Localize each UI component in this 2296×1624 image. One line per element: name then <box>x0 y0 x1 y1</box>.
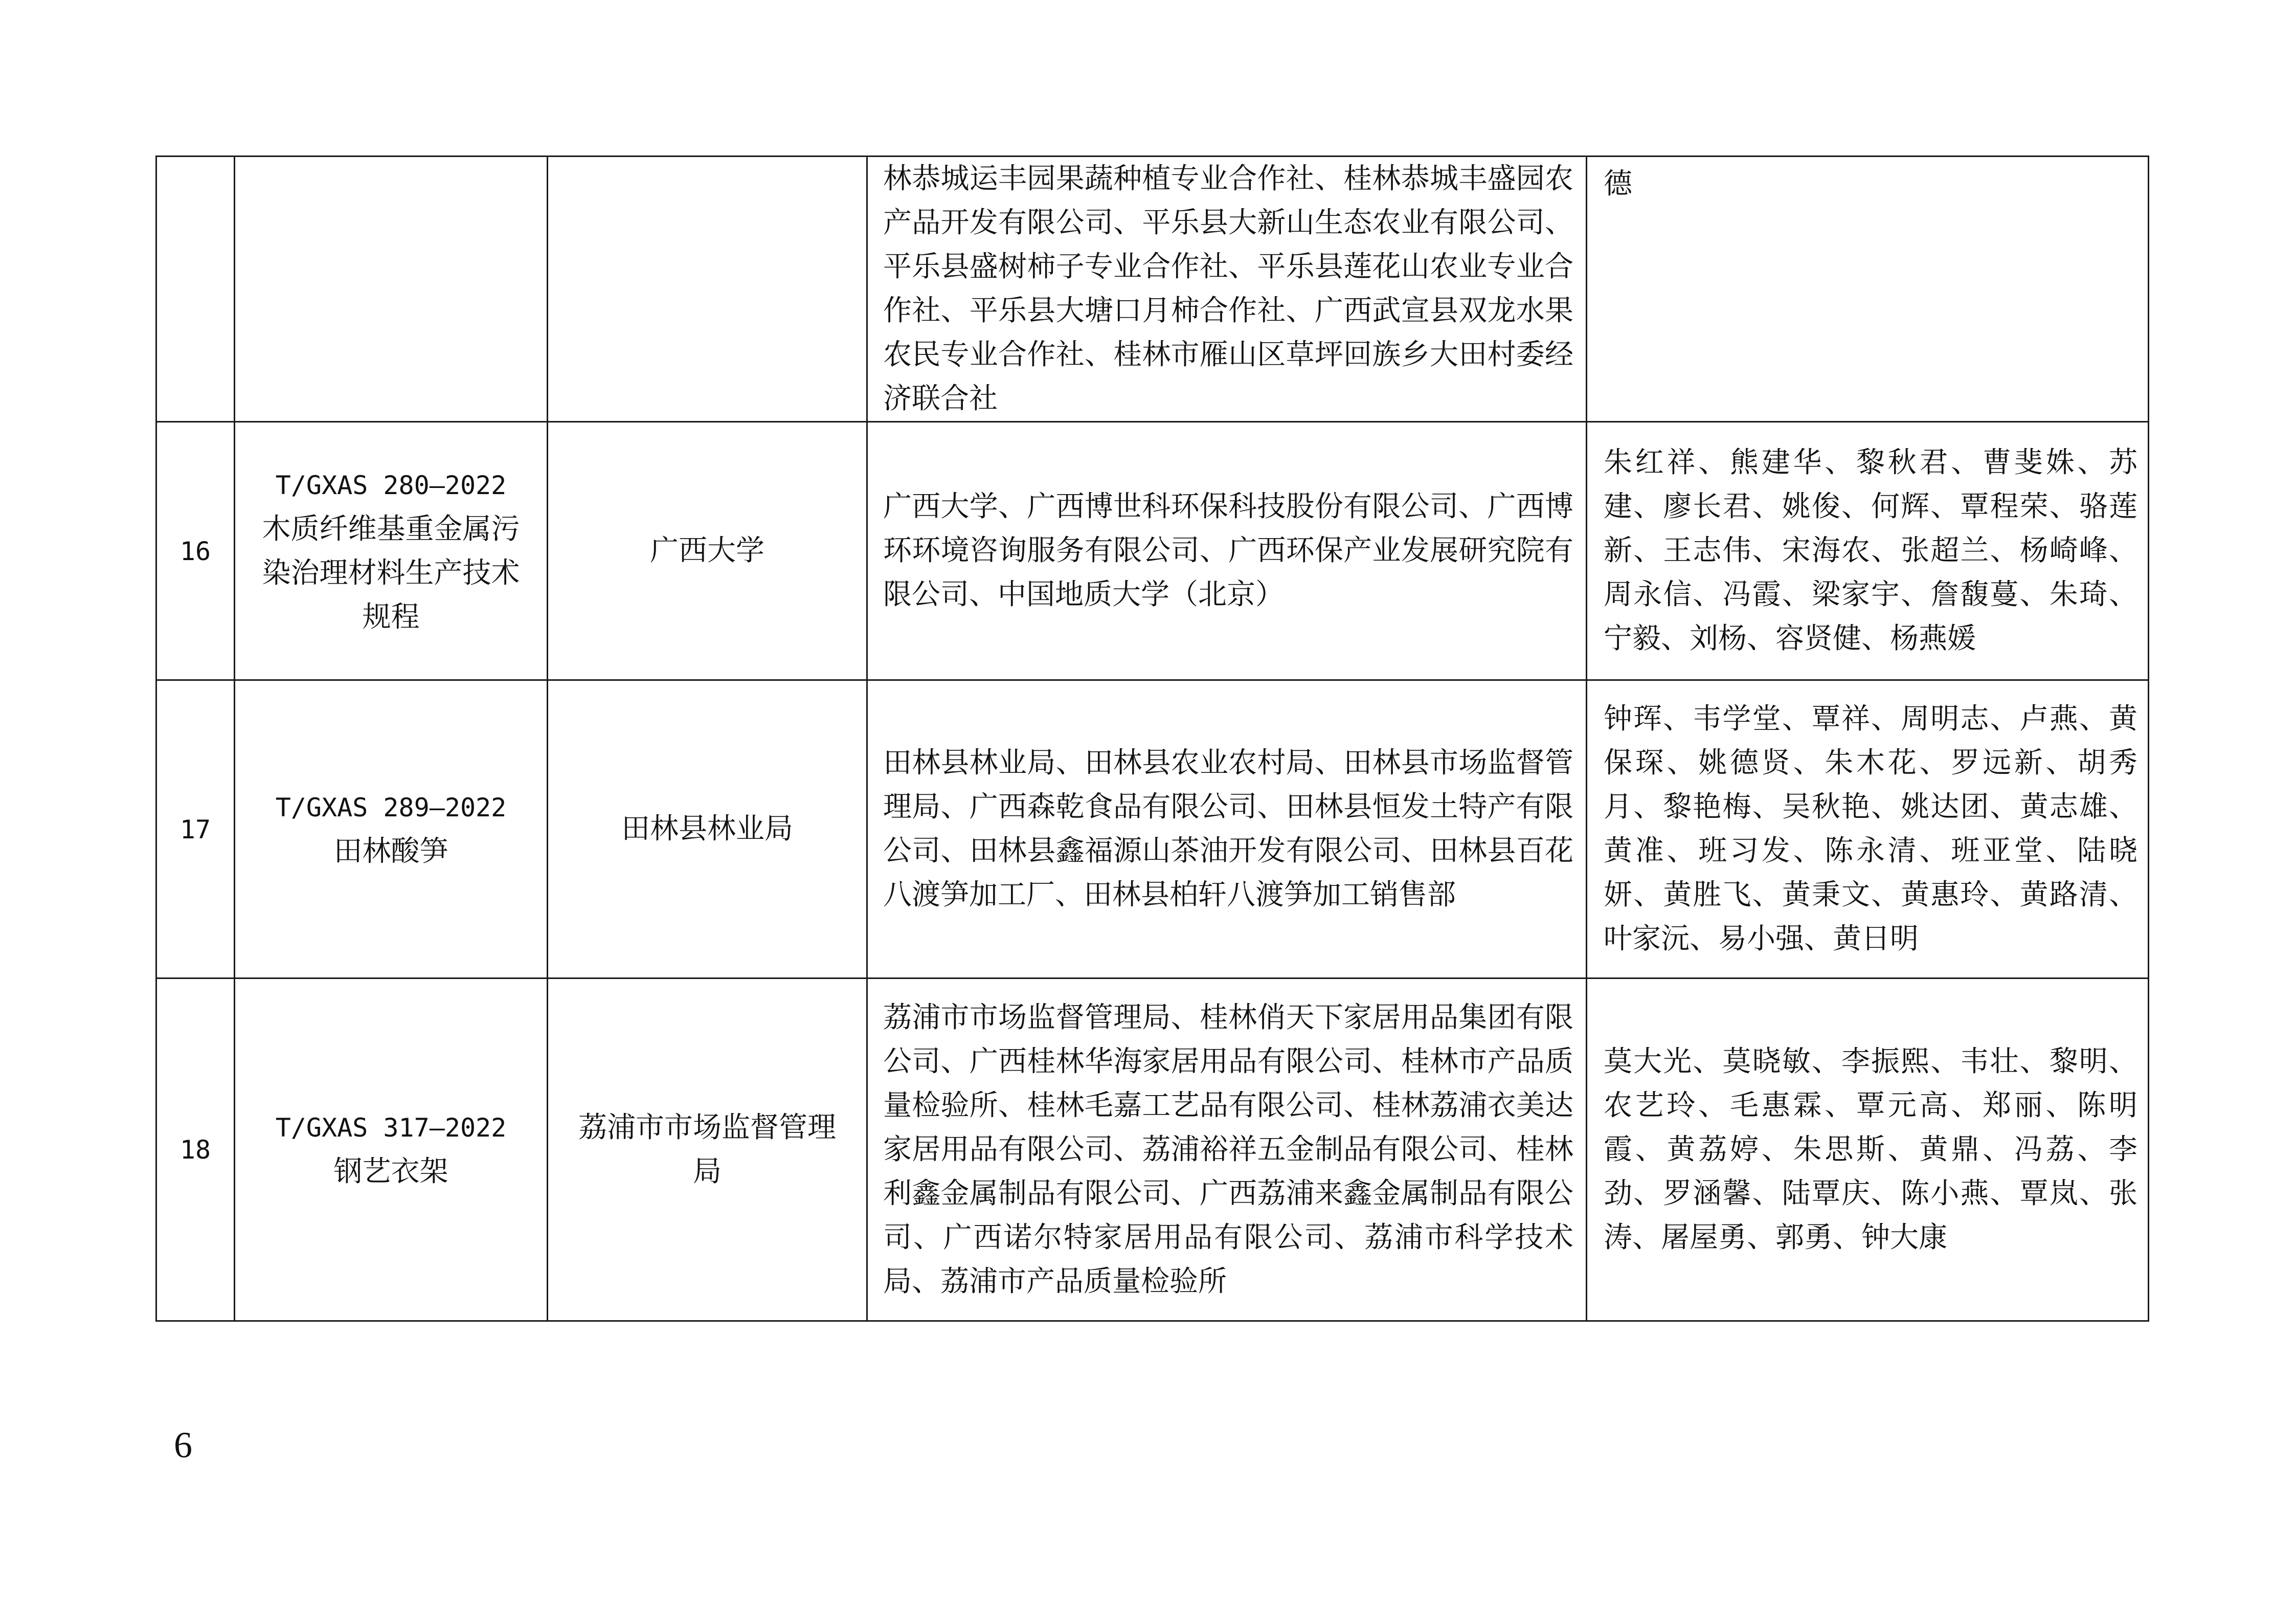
standard-cell <box>235 157 548 422</box>
standard-name: 木质纤维基重金属污染治理材料生产技术规程 <box>262 512 520 634</box>
lead-unit <box>548 157 867 422</box>
row-number <box>156 157 235 422</box>
drafters: 德 <box>1587 157 2149 422</box>
table-row <box>156 422 2149 680</box>
row-number: 18 <box>156 978 235 1321</box>
standard-cell <box>235 680 548 978</box>
standard-code: T/GXAS 280—2022 <box>275 470 507 500</box>
row-number: 17 <box>156 680 235 978</box>
standard-cell <box>235 978 548 1321</box>
table-row <box>156 157 2149 422</box>
lead-unit: 广西大学 <box>548 422 867 680</box>
table-row <box>156 680 2149 978</box>
page-number: 6 <box>174 1425 192 1465</box>
participating-units: 广西大学、广西博世科环保科技股份有限公司、广西博环环境咨询服务有限公司、广西环保产业发展研究院有限公司、中国地质大学（北京） <box>867 422 1587 680</box>
participating-units: 田林县林业局、田林县农业农村局、田林县市场监督管理局、广西森乾食品有限公司、田林县恒发土特产有限公司、田林县鑫福源山茶油开发有限公司、田林县百花八渡笋加工厂、田林县柏轩八渡笋加工销售部 <box>867 680 1587 978</box>
participating-units: 荔浦市市场监督管理局、桂林俏天下家居用品集团有限公司、广西桂林华海家居用品有限公司、桂林市产品质量检验所、桂林毛嘉工艺品有限公司、桂林荔浦衣美达家居用品有限公司、荔浦裕祥五金制品有限公司、桂林利鑫金属制品有限公司、广西荔浦来鑫金属制品有限公司、广西诺尔特家居用品有限公司、荔浦市科学技术局、荔浦市产品质量检验所 <box>867 978 1587 1321</box>
standard-cell <box>235 422 548 680</box>
standard-name: 田林酸笋 <box>333 834 448 868</box>
standards-table <box>155 155 2149 1322</box>
drafters: 朱红祥、熊建华、黎秋君、曹斐姝、苏建、廖长君、姚俊、何辉、覃程荣、骆莲新、王志伟、宋海农、张超兰、杨崎峰、周永信、冯霞、梁家宇、詹馥蔓、朱琦、宁毅、刘杨、容贤健、杨燕媛 <box>1587 422 2149 680</box>
lead-unit: 荔浦市市场监督管理局 <box>548 978 867 1321</box>
standard-code: T/GXAS 317—2022 <box>275 1113 507 1143</box>
table-row <box>156 978 2149 1321</box>
lead-unit: 田林县林业局 <box>548 680 867 978</box>
participating-units: 林恭城运丰园果蔬种植专业合作社、桂林恭城丰盛园农产品开发有限公司、平乐县大新山生态农业有限公司、平乐县盛树柿子专业合作社、平乐县莲花山农业专业合作社、平乐县大塘口月柿合作社、广西武宣县双龙水果农民专业合作社、桂林市雁山区草坪回族乡大田村委经济联合社 <box>867 157 1587 422</box>
standard-code: T/GXAS 289—2022 <box>275 792 507 822</box>
drafters: 钟珲、韦学堂、覃祥、周明志、卢燕、黄保琛、姚德贤、朱木花、罗远新、胡秀月、黎艳梅、吴秋艳、姚达团、黄志雄、黄准、班习发、陈永清、班亚堂、陆晓妍、黄胜飞、黄秉文、黄惠玲、黄路清、叶家沅、易小强、黄日明 <box>1587 680 2149 978</box>
drafters: 莫大光、莫晓敏、李振熙、韦壮、黎明、农艺玲、毛惠霖、覃元高、郑丽、陈明霞、黄荔婷、朱思斯、黄鼎、冯荔、李劲、罗涵馨、陆覃庆、陈小燕、覃岚、张涛、屠屋勇、郭勇、钟大康 <box>1587 978 2149 1321</box>
row-number: 16 <box>156 422 235 680</box>
standard-name: 钢艺衣架 <box>333 1155 448 1188</box>
